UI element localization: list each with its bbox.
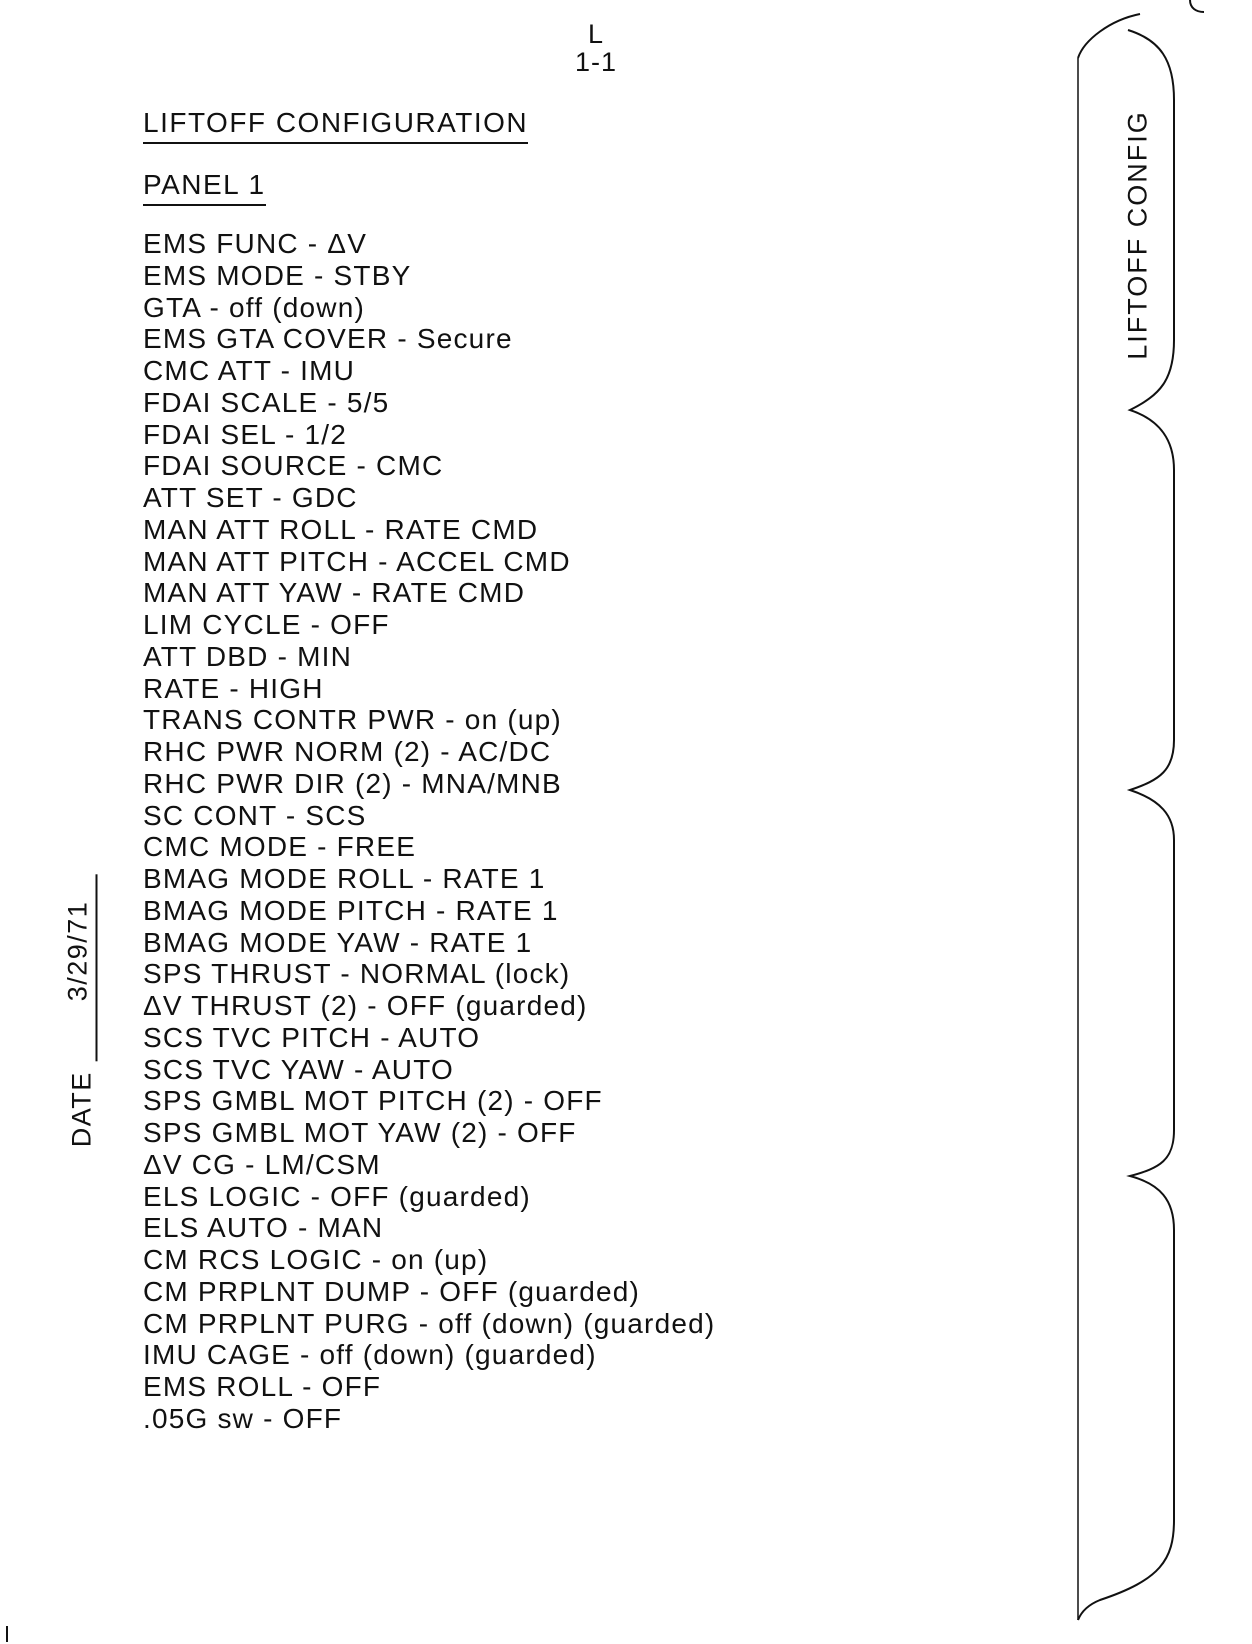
- checklist-item: FDAI SEL - 1/2: [143, 418, 348, 450]
- checklist-item: ΔV CG - LM/CSM: [143, 1148, 381, 1180]
- page-header: [561, 20, 631, 76]
- main-content: [143, 108, 963, 1435]
- checklist-item: BMAG MODE YAW - RATE 1: [143, 926, 533, 958]
- section-letter: L: [587, 19, 605, 49]
- checklist-item: SC CONT - SCS: [143, 799, 367, 831]
- checklist-item: CMC ATT - IMU: [143, 355, 356, 386]
- checklist-item: SCS TVC PITCH - AUTO: [143, 1021, 481, 1053]
- section-title: LIFTOFF CONFIGURATION: [143, 108, 528, 144]
- checklist-item: ATT SET - GDC: [143, 482, 358, 513]
- checklist-item: EMS FUNC - ΔV: [143, 228, 368, 259]
- checklist-item: SCS TVC YAW - AUTO: [143, 1053, 454, 1085]
- panel-title: PANEL 1: [143, 170, 266, 206]
- checklist-item: CM PRPLNT PURG - off (down) (guarded): [143, 1307, 716, 1339]
- page-number: 1-1: [574, 47, 618, 77]
- checklist-item: .05G sw - OFF: [143, 1402, 343, 1434]
- checklist-item: SPS THRUST - NORMAL (lock): [143, 958, 571, 990]
- checklist-item: CMC MODE - FREE: [143, 831, 417, 863]
- checklist-item: EMS GTA COVER - Secure: [143, 323, 513, 355]
- checklist-item: FDAI SCALE - 5/5: [143, 386, 390, 418]
- date-label: DATE: [66, 1071, 97, 1148]
- checklist-item: CM PRPLNT DUMP - OFF (guarded): [143, 1275, 641, 1307]
- checklist-item: TRANS CONTR PWR - on (up): [143, 704, 562, 736]
- checklist-item: RATE - HIGH: [143, 672, 324, 704]
- checklist-item: ELS AUTO - MAN: [143, 1212, 384, 1244]
- checklist-item: SPS GMBL MOT YAW (2) - OFF: [143, 1117, 577, 1148]
- checklist-item: FDAI SOURCE - CMC: [143, 450, 444, 482]
- checklist-item: MAN ATT YAW - RATE CMD: [143, 577, 526, 609]
- checklist-item: RHC PWR DIR (2) - MNA/MNB: [143, 767, 562, 799]
- checklist-item: BMAG MODE PITCH - RATE 1: [143, 894, 559, 926]
- checklist-item: MAN ATT ROLL - RATE CMD: [143, 513, 539, 545]
- checklist-item: CM RCS LOGIC - on (up): [143, 1244, 489, 1275]
- checklist-item: BMAG MODE ROLL - RATE 1: [143, 863, 546, 894]
- checklist-item: ATT DBD - MIN: [143, 640, 353, 672]
- checklist-item: ΔV THRUST (2) - OFF (guarded): [143, 990, 588, 1021]
- checklist-item: SPS GMBL MOT PITCH (2) - OFF: [143, 1085, 603, 1117]
- tab-label: LIFTOFF CONFIG: [1122, 110, 1153, 360]
- checklist-item: IMU CAGE - off (down) (guarded): [143, 1339, 597, 1371]
- date-stamp: [60, 866, 100, 1156]
- checklist-item: MAN ATT PITCH - ACCEL CMD: [143, 545, 571, 577]
- checklist-item: GTA - off (down): [143, 291, 366, 323]
- corner-mark: [6, 1626, 8, 1642]
- checklist: [143, 228, 963, 1435]
- checklist-item: RHC PWR NORM (2) - AC/DC: [143, 736, 552, 767]
- date-value: 3/29/71: [63, 875, 98, 1062]
- checklist-item: ELS LOGIC - OFF (guarded): [143, 1180, 531, 1212]
- checklist-item: LIM CYCLE - OFF: [143, 609, 390, 640]
- checklist-item: EMS MODE - STBY: [143, 259, 412, 291]
- checklist-item: EMS ROLL - OFF: [143, 1371, 382, 1402]
